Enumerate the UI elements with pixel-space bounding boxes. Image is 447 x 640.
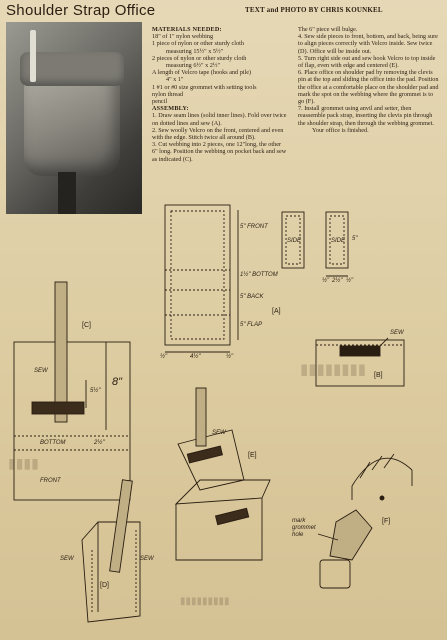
- materials-line: nylon thread: [152, 90, 184, 98]
- mark-sew: SEW: [140, 556, 154, 562]
- diagram-e-pile-velcro: [216, 508, 249, 524]
- diagram-c-short-strap: [32, 402, 84, 414]
- diagram-f-shoulder: [318, 454, 412, 588]
- article-byline: TEXT and PHOTO BY CHRIS KOUNKEL: [245, 6, 383, 14]
- mark-flap-length: 5" FLAP: [240, 322, 263, 328]
- mark-seam-allowance: ½": [322, 278, 330, 284]
- materials-line: measuring 6½" x 2½": [166, 62, 221, 70]
- assembly-step: 4. Sew side pieces to front, bottom, and back, being sure to align pieces correctly with Velcro inside. Sew twice (D). Office will be inside out.: [298, 33, 438, 55]
- materials-line: A length of Velcro tape (hooks and pile): [152, 69, 252, 77]
- figure-label-d: [D]: [100, 582, 109, 589]
- diagram-d-strap: [110, 480, 133, 572]
- mark-bottom-width: 2½": [94, 440, 105, 446]
- mark-bottom-length: 1½" BOTTOM: [240, 272, 278, 278]
- diagram-f-frame-arc: [352, 458, 412, 486]
- diagram-d-bag-outline: [82, 522, 140, 622]
- diagram-c-pocket-back: [14, 342, 130, 500]
- bleed-through-print: ▮▮▮▮▮▮▮▮: [300, 361, 367, 378]
- mark-sew: SEW: [60, 556, 74, 562]
- materials-line: 2 pieces of nylon or other sturdy cloth: [152, 54, 247, 62]
- assembly-step: 7. Install grommet using anvil and setter, then reassemble pack strap, inserting the clevis pin through the shoulder strap, then through the webbing grommet.: [298, 105, 434, 127]
- diagram-e-bag-body: [176, 498, 262, 560]
- materials-line: pencil: [152, 98, 168, 106]
- assembly-step: 5. Turn right side out and sew hook Velcro to top inside of flap, even with edge and centered (E).: [298, 54, 436, 70]
- figure-label-a: [A]: [272, 308, 281, 315]
- diagram-e-flap: [176, 388, 270, 560]
- mark-bottom: BOTTOM: [40, 440, 66, 446]
- mark-side-width: 2½": [332, 278, 343, 284]
- diagram-e-open-flap: [178, 430, 244, 490]
- materials-heading: MATERIALS NEEDED:: [152, 26, 222, 33]
- mark-seam-allowance: ½": [346, 278, 354, 284]
- mark-sew: SEW: [212, 430, 226, 436]
- mark-front: FRONT: [40, 478, 61, 484]
- assembly-step: The 6" piece will bulge.: [298, 26, 358, 33]
- mark-pocket-height: 8": [112, 376, 123, 388]
- mark-seam-allowance: ½": [226, 354, 234, 360]
- mark-side: SIDE: [287, 238, 302, 244]
- bleed-through-print: ▮▮▮▮: [8, 455, 39, 471]
- diagram-f-office-pouch: [320, 560, 350, 588]
- bleed-through-print: ▮▮▮▮▮▮▮▮▮: [180, 596, 230, 607]
- diagram-b-velcro-strip: [340, 346, 380, 356]
- materials-line: 18" of 1" nylon webbing: [152, 33, 214, 41]
- figure-label-e: [E]: [248, 452, 257, 459]
- assembly-step: 2. Sew woolly Velcro on the front, centered and even with the edge. Stitch twice all around (B).: [152, 126, 284, 142]
- mark-front-length: 5" FRONT: [240, 224, 268, 230]
- diagram-f-frame-spokes: [360, 454, 394, 478]
- mark-short-strap-length: 5½": [90, 388, 101, 394]
- figure-label-f: [F]: [382, 518, 391, 525]
- mark-side-length: 5": [352, 236, 358, 242]
- assembly-step: 3. Cut webbing into 2 pieces, one 12"long, the other 6" long. Position the webbing on pocket back and sew as indicated (C).: [152, 141, 287, 163]
- diagram-f-frame-legs: [352, 470, 412, 500]
- diagram-e-bag-top: [176, 480, 270, 504]
- diagram-a-seam-line: [171, 211, 224, 339]
- materials-line: 1 piece of nylon or other sturdy cloth: [152, 40, 244, 48]
- diagram-c-long-strap: [55, 282, 67, 422]
- diagram-f-shoulder-pad: [330, 510, 372, 560]
- diagram-a-main-piece: [165, 205, 230, 345]
- mark-sew: SEW: [390, 330, 404, 336]
- diagram-b-arrow: [378, 338, 388, 348]
- diagram-b-velcro: [316, 338, 404, 386]
- mark-side: SIDE: [331, 238, 346, 244]
- mark-back-length: 5" BACK: [240, 294, 264, 300]
- figure-label-c: [C]: [82, 322, 91, 329]
- diagram-e-strap: [196, 388, 206, 446]
- mark-width: 4½": [190, 354, 201, 360]
- figure-label-b: [B]: [374, 372, 383, 379]
- diagram-d-assembled: [82, 480, 140, 622]
- diagram-c-webbing: [14, 282, 130, 500]
- assembly-step: Your office is finished.: [312, 126, 369, 134]
- materials-line: 4" x 1": [166, 76, 184, 84]
- materials-line: 1 #1 or #0 size grommet with setting tools: [152, 83, 257, 91]
- mark-seam-allowance: ½": [160, 354, 168, 360]
- diagram-f-clevis-pin: [380, 496, 384, 500]
- article-title: Shoulder Strap Office: [6, 2, 156, 19]
- assembly-step: 1. Draw seam lines (solid inner lines). Fold over twice on dotted lines and sew (A).: [152, 112, 287, 127]
- mark-grommet-hole: mark grommet hole: [292, 518, 316, 538]
- assembly-step: 6. Place office on shoulder pad by removing the clevis pin at the top and sliding the office into the pad. Position the office at a comfortable place on the shoulder pad and mark the spot on the webbing where the grommet is to go (F).: [298, 69, 439, 106]
- mark-sew: SEW: [34, 368, 48, 374]
- diagram-e-hook-velcro: [187, 446, 222, 463]
- assembly-heading: ASSEMBLY:: [152, 105, 189, 113]
- materials-line: measuring 15½" x 5½": [166, 47, 224, 55]
